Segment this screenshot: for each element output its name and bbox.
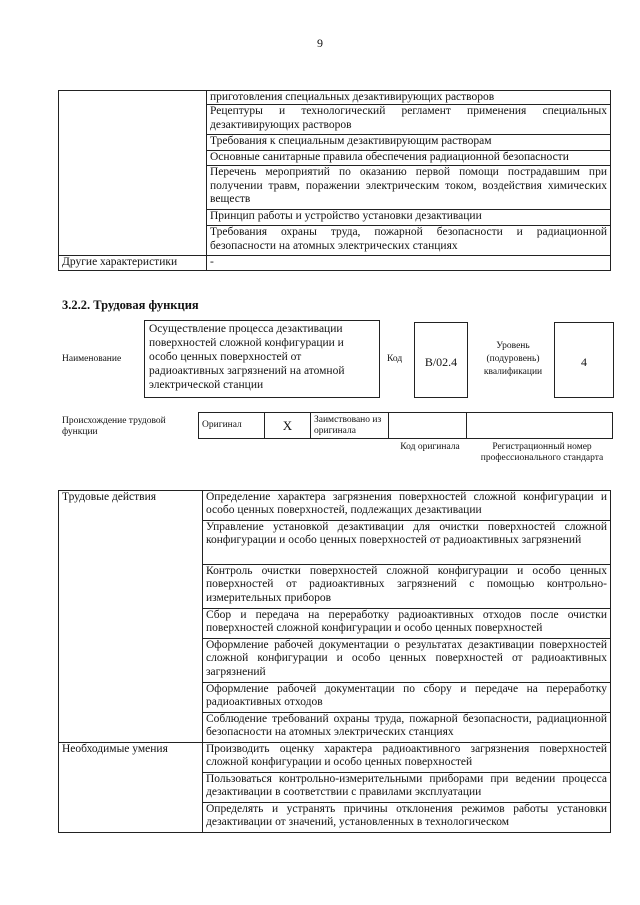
origin-borrowed-cell: Заимствовано из оригинала (311, 413, 389, 439)
table-row (59, 91, 611, 105)
table-cell: Требования охраны труда, пожарной безопасности и радиационной безопасности на атомных электрических станциях (207, 226, 611, 256)
other-characteristics-value: - (207, 256, 611, 271)
origin-code-cell (389, 413, 467, 439)
action-item: Управление установкой дезактивации для очистки поверхностей сложной конфигурации и особо ценных поверхностей от радиоактивных загрязнений (203, 521, 611, 565)
table-cell: Принцип работы и устройство установки дезактивации (207, 210, 611, 226)
level-label: Уровень (подуровень) квалификации (483, 341, 543, 377)
reg-number-caption: Регистрационный номер профессионального стандарта (480, 442, 604, 463)
skills-label: Необходимые умения (59, 743, 203, 833)
name-label: Наименование (62, 354, 122, 364)
table-cell: Перечень мероприятий по оказанию первой помощи пострадавшим при получении травм, поражении электрическим током, воздействия химических веществ (207, 166, 611, 210)
table-row (59, 743, 611, 773)
origin-original-cell: Оригинал (199, 413, 265, 439)
skill-item: Пользоваться контрольно-измерительными приборами при ведении процесса дезактивации в соответствии с правилами эксплуатации (203, 773, 611, 803)
action-item: Определение характера загрязнения поверхностей сложной конфигурации и особо ценных поверхностей, подлежащих дезактивации (203, 491, 611, 521)
table-cell: Основные санитарные правила обеспечения радиационной безопасности (207, 151, 611, 166)
page-number: 9 (317, 36, 323, 50)
skill-item: Определять и устранять причины отклонения режимов работы установки дезактивации от значений, установленных в технологическом (203, 803, 611, 833)
origin-label: Происхождение трудовой функции (62, 416, 166, 437)
table-row (199, 413, 613, 439)
knowledge-table (58, 90, 611, 271)
labor-actions-table (58, 490, 611, 833)
level-value: 4 (581, 355, 587, 369)
actions-label: Трудовые действия (59, 491, 203, 743)
action-item: Оформление рабочей документации о результатах дезактивации поверхностей сложной конфигурации и особо ценных поверхностей от радиоактивных загрязнений (203, 639, 611, 683)
level-box (554, 322, 614, 398)
knowledge-label-cell (59, 91, 207, 256)
skill-item: Производить оценку характера радиоактивного загрязнения поверхностей сложной конфигурации и особо ценных поверхностей (203, 743, 611, 773)
table-row (59, 491, 611, 521)
function-name-text: Осуществление процесса дезактивации поверхностей сложной конфигурации и особо ценных поверхностей от радиоактивных загрязнений на атомной электрической станции (149, 323, 345, 391)
table-cell: приготовления специальных дезактивирующих растворов (207, 91, 611, 105)
code-box (414, 322, 468, 398)
code-label: Код (387, 354, 403, 364)
action-item: Оформление рабочей документации по сбору и передаче на переработку радиоактивных отходов (203, 683, 611, 713)
action-item: Соблюдение требований охраны труда, пожарной безопасности, радиационной безопасности на атомных электрических станциях (203, 713, 611, 743)
action-item: Контроль очистки поверхностей сложной конфигурации и особо ценных поверхностей от радиоактивных загрязнений с помощью контрольно-измерительных приборов (203, 565, 611, 609)
code-value: B/02.4 (424, 355, 458, 369)
section-title: 3.2.2. Трудовая функция (62, 298, 199, 312)
function-name-box (144, 320, 380, 398)
table-cell: Требования к специальным дезактивирующим растворам (207, 135, 611, 151)
other-characteristics-label: Другие характеристики (59, 256, 207, 271)
origin-reg-cell (467, 413, 613, 439)
table-row (59, 256, 611, 271)
code-original-caption: Код оригинала (400, 442, 460, 452)
origin-mark: X (265, 413, 311, 439)
origin-table (198, 412, 613, 439)
table-cell: Рецептуры и технологический регламент применения специальных дезактивирующих растворов (207, 105, 611, 135)
action-item: Сбор и передача на переработку радиоактивных отходов после очистки поверхностей сложной конфигурации и особо ценных поверхностей (203, 609, 611, 639)
